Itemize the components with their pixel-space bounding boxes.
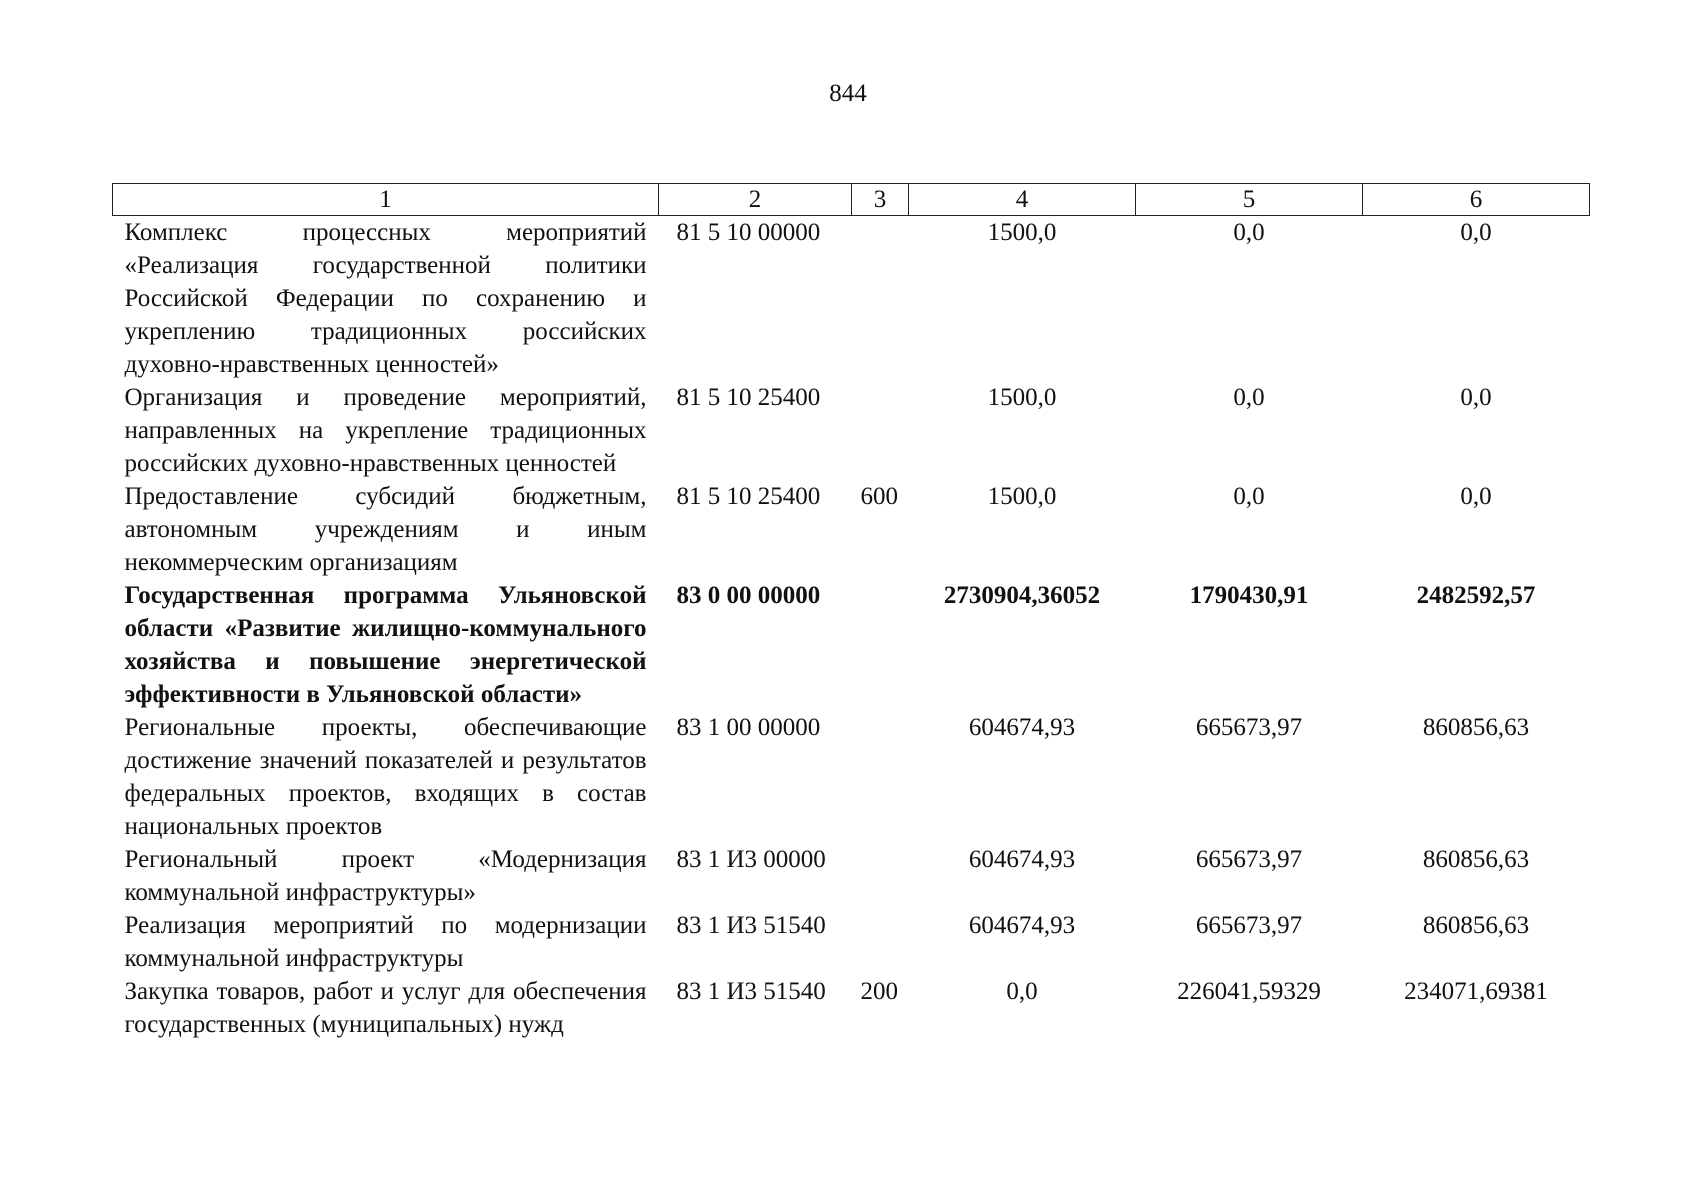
row-vr xyxy=(852,909,909,975)
row-value-6: 234071,69381 xyxy=(1404,978,1548,1005)
row-value-5: 1790430,91 xyxy=(1189,582,1309,609)
table-row xyxy=(113,975,1590,1041)
table-row xyxy=(113,480,1590,579)
row-value-4: 1500,0 xyxy=(987,219,1057,246)
row-value-6: 860856,63 xyxy=(1422,912,1530,939)
row-code: 81 5 10 25400 xyxy=(676,384,821,411)
row-vr xyxy=(852,216,909,382)
row-value-5: 665673,97 xyxy=(1195,714,1303,741)
header-col-6: 6 xyxy=(1363,184,1590,216)
row-value-4: 604674,93 xyxy=(968,714,1076,741)
budget-table xyxy=(112,183,1590,1041)
row-name: Региональный проект «Модернизация коммунальной инфраструктуры» xyxy=(124,846,647,906)
row-name: Реализация мероприятий по модернизации коммунальной инфраструктуры xyxy=(124,912,647,972)
header-col-4: 4 xyxy=(909,184,1136,216)
row-value-5: 665673,97 xyxy=(1195,846,1303,873)
row-value-4: 0,0 xyxy=(1006,978,1038,1005)
row-value-5: 665673,97 xyxy=(1195,912,1303,939)
row-value-4: 1500,0 xyxy=(987,483,1057,510)
table-row xyxy=(113,381,1590,480)
row-value-6: 0,0 xyxy=(1460,219,1492,246)
row-value-6: 0,0 xyxy=(1460,483,1492,510)
row-name: Предоставление субсидий бюджетным, автономным учреждениям и иным некоммерческим организациям xyxy=(124,483,647,576)
row-name: Государственная программа Ульяновской области «Развитие жилищно-коммунального хозяйства и повышение энергетической эффективности в Ульяновской области» xyxy=(124,582,647,708)
header-col-3: 3 xyxy=(852,184,909,216)
header-row xyxy=(113,184,1590,216)
table-row xyxy=(113,843,1590,909)
row-name: Организация и проведение мероприятий, направленных на укрепление традиционных российских духовно-нравственных ценностей xyxy=(124,384,647,477)
row-value-6: 0,0 xyxy=(1460,384,1492,411)
row-code: 81 5 10 25400 xyxy=(676,483,821,510)
row-code: 83 1 И3 51540 xyxy=(676,978,826,1005)
row-name: Комплекс процессных мероприятий «Реализация государственной политики Российской Федерации по сохранению и укреплению традиционных российских духовно-нравственных ценностей» xyxy=(124,219,647,378)
table-body xyxy=(113,216,1590,1042)
header-col-5: 5 xyxy=(1136,184,1363,216)
row-value-5: 0,0 xyxy=(1233,483,1265,510)
row-value-4: 1500,0 xyxy=(987,384,1057,411)
row-value-6: 860856,63 xyxy=(1422,714,1530,741)
table-header xyxy=(113,184,1590,216)
row-vr: 600 xyxy=(860,483,898,510)
row-value-5: 0,0 xyxy=(1233,219,1265,246)
row-value-4: 2730904,36052 xyxy=(943,582,1101,609)
row-code: 83 1 И3 51540 xyxy=(676,912,826,939)
table-row xyxy=(113,216,1590,382)
row-code: 83 0 00 00000 xyxy=(676,582,821,609)
row-vr: 200 xyxy=(860,978,898,1005)
row-value-4: 604674,93 xyxy=(968,912,1076,939)
row-vr xyxy=(852,579,909,711)
row-value-6: 860856,63 xyxy=(1422,846,1530,873)
table-row-program xyxy=(113,579,1590,711)
row-name: Региональные проекты, обеспечивающие достижение значений показателей и результатов федеральных проектов, входящих в состав национальных проектов xyxy=(124,714,647,840)
row-vr xyxy=(852,381,909,480)
row-name: Закупка товаров, работ и услуг для обеспечения государственных (муниципальных) нужд xyxy=(124,978,647,1038)
row-vr xyxy=(852,843,909,909)
header-col-1: 1 xyxy=(113,184,659,216)
row-vr xyxy=(852,711,909,843)
table-row xyxy=(113,909,1590,975)
row-value-4: 604674,93 xyxy=(968,846,1076,873)
row-value-5: 0,0 xyxy=(1233,384,1265,411)
page-number: 844 xyxy=(829,80,867,107)
row-code: 81 5 10 00000 xyxy=(676,219,821,246)
row-code: 83 1 00 00000 xyxy=(676,714,821,741)
row-value-5: 226041,59329 xyxy=(1177,978,1321,1005)
header-col-2: 2 xyxy=(659,184,852,216)
row-code: 83 1 И3 00000 xyxy=(676,846,826,873)
table-row xyxy=(113,711,1590,843)
row-value-6: 2482592,57 xyxy=(1416,582,1536,609)
